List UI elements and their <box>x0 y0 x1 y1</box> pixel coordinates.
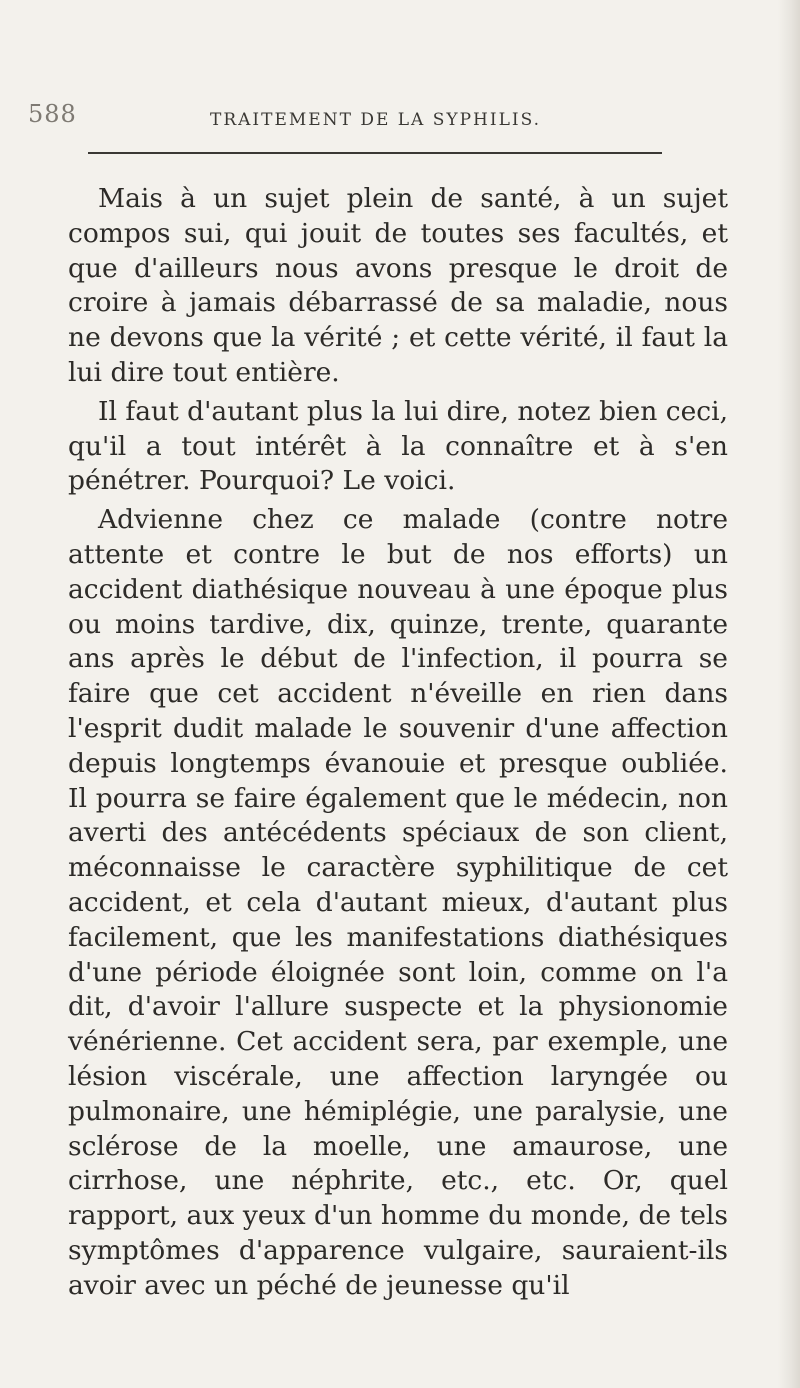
paragraph: Advienne chez ce malade (contre notre attente et contre le but de nos efforts) un accident diathésique nouveau à une époque plus ou moins tardive, dix, quinze, trente, quarante ans après le début de l'infection, il pourra se faire que cet accident n'éveille en rien dans l'esprit dudit malade le souvenir d'une affection depuis longtemps évanouie et presque oubliée. Il pourra se faire également que le médecin, non averti des antécédents spéciaux de son client, méconnaisse le caractère syphilitique de cet accident, et cela d'autant mieux, d'autant plus facilement, que les manifestations diathésiques d'une période éloignée sont loin, comme on l'a dit, d'avoir l'allure suspecte et la physionomie vénérienne. Cet accident sera, par exemple, une lésion viscérale, une affection laryngée ou pulmonaire, une hémiplégie, une paralysie, une sclérose de la moelle, une amaurose, une cirrhose, une néphrite, etc., etc. Or, quel rapport, aux yeux d'un homme du monde, de tels symptômes d'apparence vulgaire, sauraient-ils avoir avec un péché de jeunesse qu'il <box>68 504 728 1301</box>
running-head: TRAITEMENT DE LA SYPHILIS. <box>210 110 542 130</box>
body-text <box>68 182 728 1304</box>
paragraph: Il faut d'autant plus la lui dire, notez bien ceci, qu'il a tout intérêt à la connaître et à s'en pénétrer. Pourquoi? Le voici. <box>68 395 728 497</box>
page-edge-shadow <box>778 0 800 1388</box>
header-rule <box>88 152 662 154</box>
paragraph: Mais à un sujet plein de santé, à un sujet compos sui, qui jouit de toutes ses facultés, et que d'ailleurs nous avons presque le droit de croire à jamais débarrassé de sa maladie, nous ne devons que la vérité ; et cette vérité, il faut la lui dire tout entière. <box>68 183 728 388</box>
page-number: 588 <box>28 100 77 128</box>
